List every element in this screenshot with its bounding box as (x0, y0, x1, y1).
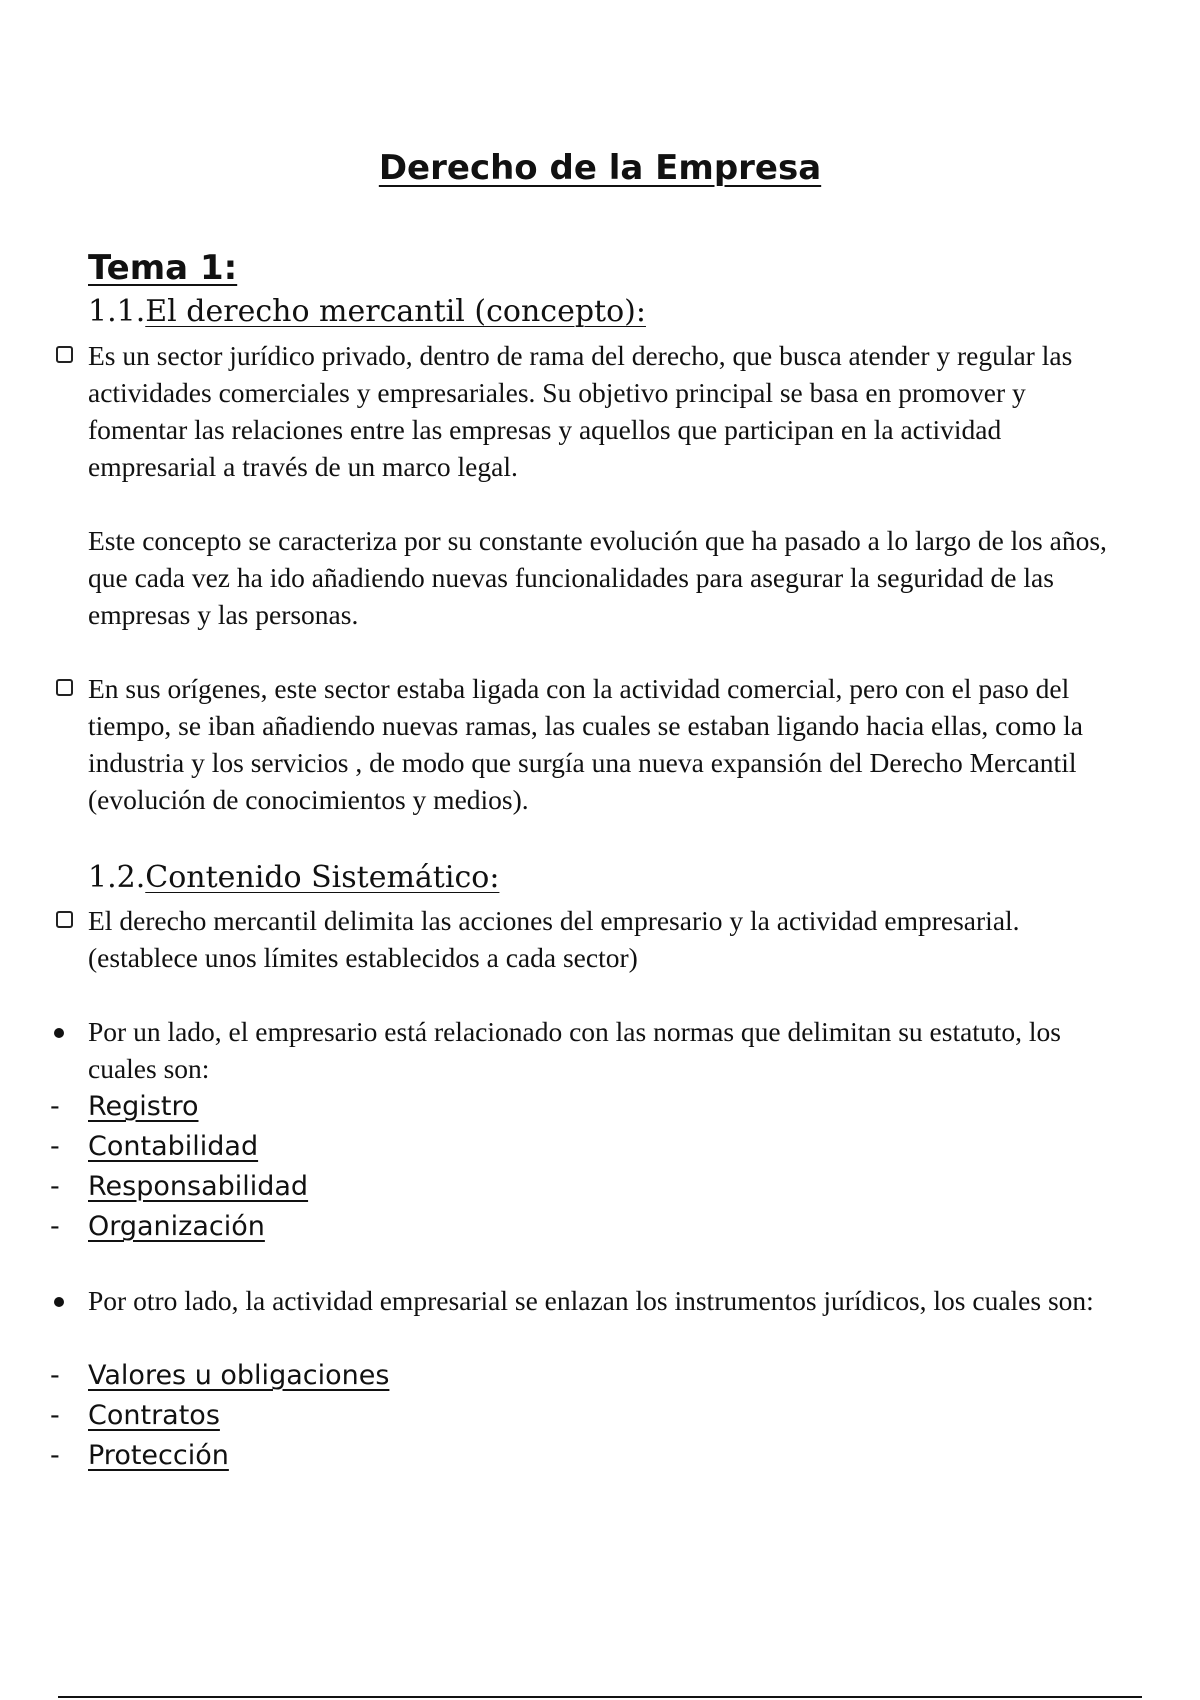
list-item (50, 1356, 650, 1396)
dash-marker: - (50, 1171, 60, 1202)
checkbox-icon[interactable] (56, 346, 73, 363)
list-item-link[interactable]: Valores u obligaciones (88, 1360, 390, 1391)
checkbox-item-2-text: En sus orígenes, este sector estaba ligada con la actividad comercial, pero con el paso del tiempo, se iban añadiendo nuevas ramas, las cuales se estaban ligando hacia ellas, como la industria y los servicios , de modo que surgía una nueva expansión del Derecho Mercantil (evolución de conocimientos y medios). (88, 673, 1083, 815)
checkbox-item-3 (88, 902, 1118, 976)
dash-marker: - (50, 1091, 60, 1122)
instruments-list (50, 1356, 650, 1476)
dash-marker: - (50, 1131, 60, 1162)
section-2-title: Contenido Sistemático: (145, 860, 500, 895)
list-item (50, 1167, 650, 1207)
checkbox-item-1 (88, 337, 1118, 485)
bullet-item-2-text: Por otro lado, la actividad empresarial se enlazan los instrumentos jurídicos, los cuales son: (88, 1285, 1094, 1316)
dash-marker: - (50, 1440, 60, 1471)
section-2-number: 1.2. (88, 860, 146, 895)
tema-heading: Tema 1: (88, 248, 238, 288)
dash-marker: - (50, 1211, 60, 1242)
list-item (50, 1087, 650, 1127)
bullet-item-2 (88, 1282, 1118, 1319)
list-item (50, 1436, 650, 1476)
checkbox-item-3-text: El derecho mercantil delimita las acciones del empresario y la actividad empresarial. (establece unos límites establecidos a cada sector) (88, 905, 1020, 973)
statute-list (50, 1087, 650, 1247)
checkbox-icon[interactable] (56, 911, 73, 928)
document-title: Derecho de la Empresa (378, 148, 822, 188)
checkbox-item-1-text: Es un sector jurídico privado, dentro de rama del derecho, que busca atender y regular las actividades comerciales y empresariales. Su objetivo principal se basa en promover y fomentar las relaciones entre las empresas y aquellos que participan en la actividad empresarial a través de un marco legal. (88, 340, 1073, 482)
list-item (50, 1396, 650, 1436)
bullet-item-1 (88, 1013, 1118, 1087)
list-item-link[interactable]: Responsabilidad (88, 1171, 309, 1202)
bullet-icon (54, 1028, 64, 1038)
list-item (50, 1127, 650, 1167)
checkbox-item-2 (88, 670, 1118, 818)
bullet-icon (54, 1297, 64, 1307)
list-item (50, 1207, 650, 1247)
list-item-link[interactable]: Contabilidad (88, 1131, 259, 1162)
checkbox-icon[interactable] (56, 679, 73, 696)
list-item-link[interactable]: Organización (88, 1211, 265, 1242)
dash-marker: - (50, 1400, 60, 1431)
section-2-heading (88, 860, 1118, 896)
concept-continuation-text: Este concepto se caracteriza por su constante evolución que ha pasado a lo largo de los años, que cada vez ha ido añadiendo nuevas funcionalidades para asegurar la seguridad de las empresas y las personas. (88, 525, 1107, 630)
bullet-item-1-text: Por un lado, el empresario está relacionado con las normas que delimitan su estatuto, los cuales son: (88, 1016, 1061, 1084)
list-item-link[interactable]: Protección (88, 1440, 229, 1471)
section-1-title: El derecho mercantil (concepto): (145, 294, 646, 329)
list-item-link[interactable]: Contratos (88, 1400, 220, 1431)
dash-marker: - (50, 1360, 60, 1391)
section-1-number: 1.1. (88, 294, 146, 329)
list-item-link[interactable]: Registro (88, 1091, 199, 1122)
section-1-heading (88, 294, 1118, 330)
concept-continuation (88, 522, 1118, 633)
footer-divider (58, 1696, 1142, 1698)
